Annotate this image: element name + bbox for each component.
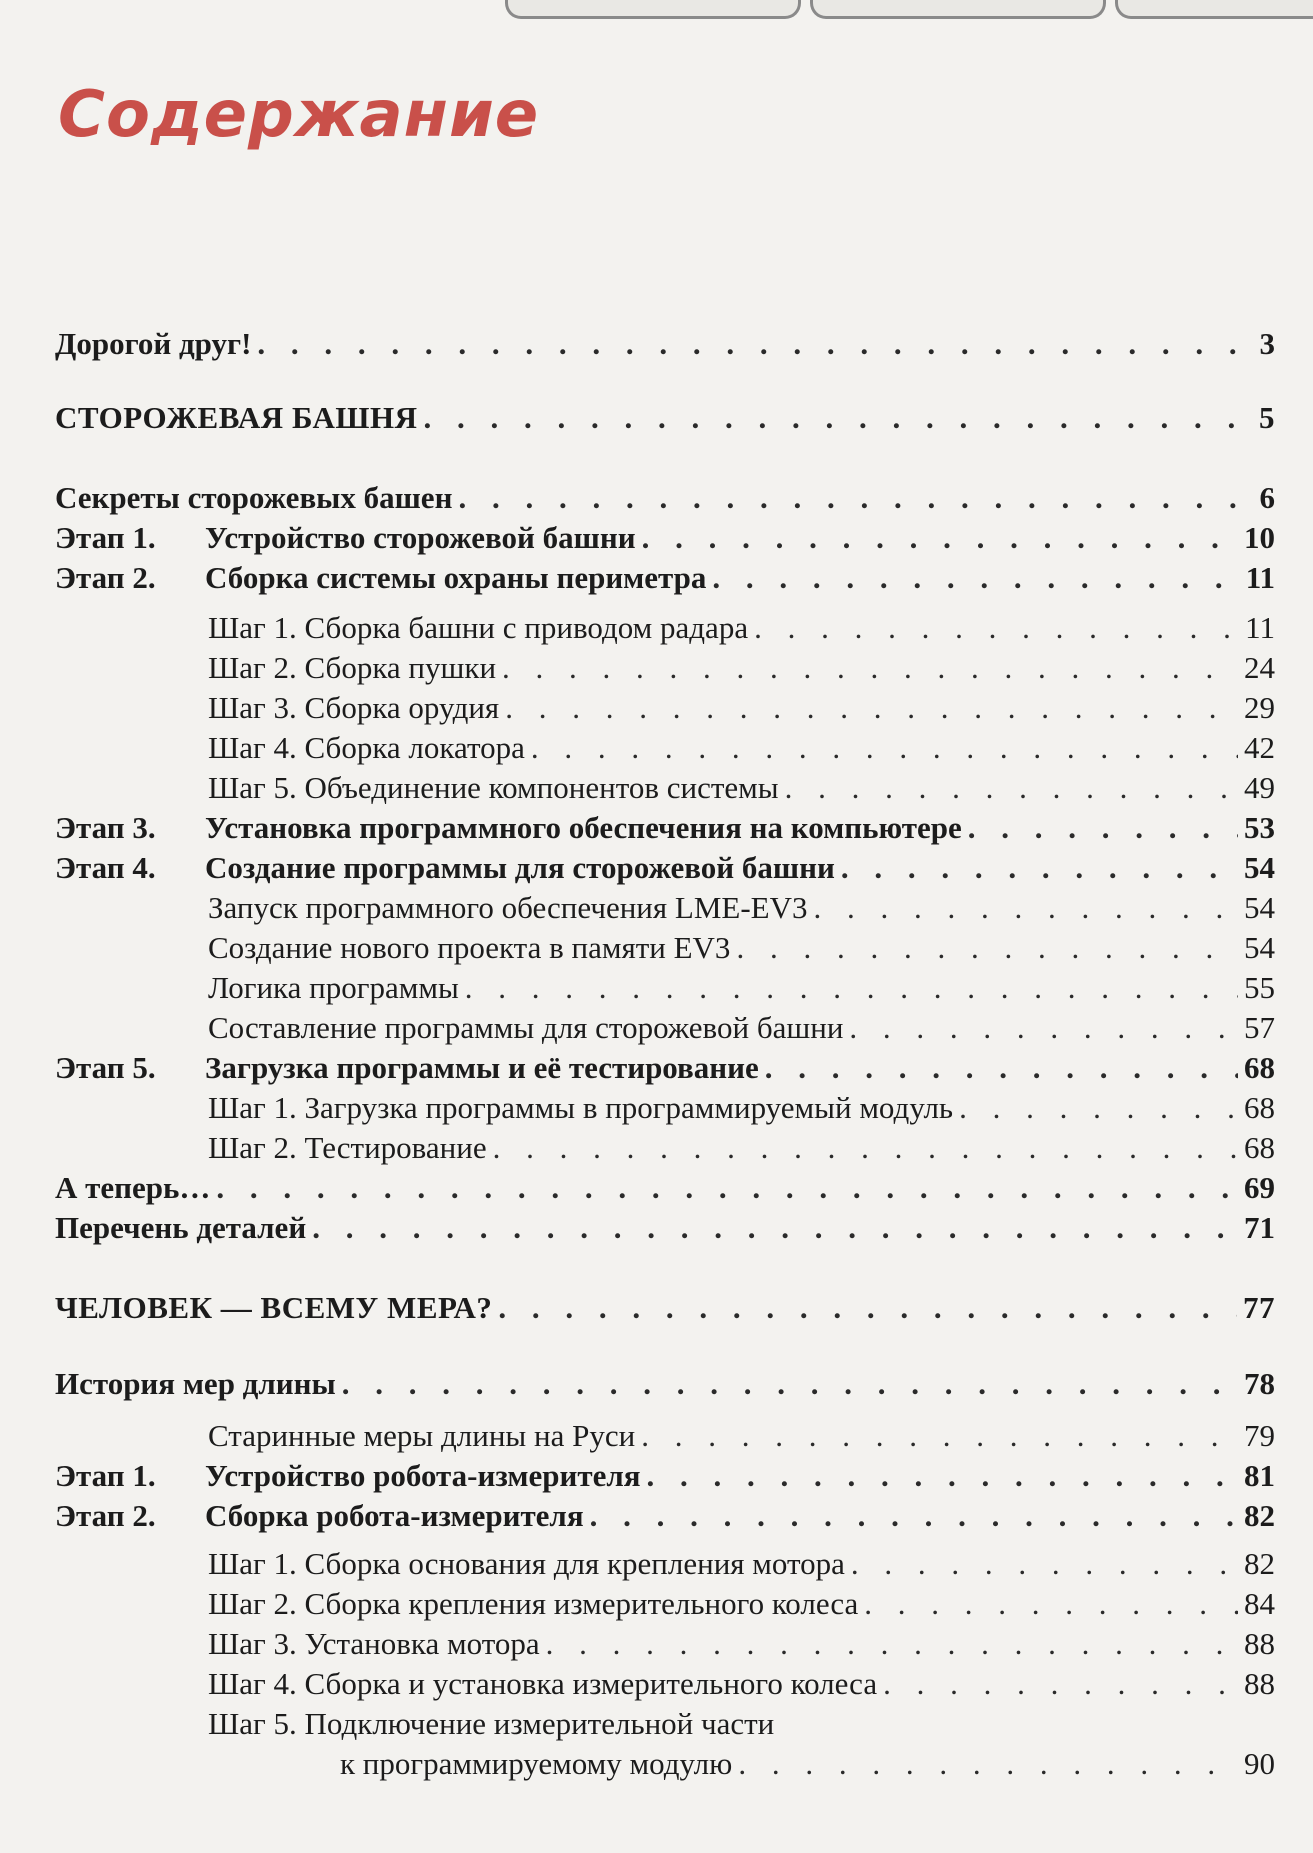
dot-leader xyxy=(216,1168,1238,1208)
toc-entry xyxy=(55,1288,1275,1328)
toc-page-number: 6 xyxy=(1259,480,1275,515)
toc-page-number: 10 xyxy=(1244,520,1275,555)
toc-page-number: 49 xyxy=(1244,770,1275,805)
toc-entry-label: Шаг 1. Загрузка программы в программируемый модуль xyxy=(208,1090,954,1125)
toc-page-number: 11 xyxy=(1245,560,1275,595)
dot-leader xyxy=(841,848,1238,888)
toc-stage-label: Этап 3. xyxy=(55,810,156,845)
toc-entry xyxy=(55,1364,1275,1404)
dot-leader xyxy=(502,648,1238,688)
toc-page-number: 57 xyxy=(1244,1010,1275,1045)
toc-entry-label: Шаг 1. Сборка башни с приводом радара xyxy=(208,610,749,645)
dot-leader xyxy=(647,1456,1239,1496)
toc-entry-label: А теперь… xyxy=(55,1170,211,1205)
toc-page-number: 88 xyxy=(1244,1666,1275,1701)
toc-entry xyxy=(55,808,1275,848)
toc-entry xyxy=(55,478,1275,518)
toc-page-number: 55 xyxy=(1244,970,1275,1005)
toc-entry xyxy=(55,1496,1275,1536)
toc-stage-label: Этап 5. xyxy=(55,1050,156,1085)
tab-decoration xyxy=(505,0,801,19)
toc-entry-label: Сборка робота-измерителя xyxy=(205,1498,584,1533)
toc-entry xyxy=(208,1416,1275,1456)
toc-entry-label: Шаг 4. Сборка локатора xyxy=(208,730,525,765)
toc-page-number: 5 xyxy=(1259,400,1275,435)
toc-entry xyxy=(340,1744,1275,1784)
toc-entry xyxy=(55,518,1275,558)
toc-entry xyxy=(55,1168,1275,1208)
toc-entry xyxy=(208,688,1275,728)
toc-entry-label: Загрузка программы и её тестирование xyxy=(205,1050,759,1085)
toc-entry-label: Дорогой друг! xyxy=(55,326,252,361)
toc-entry-label: Запуск программного обеспечения LME-EV3 xyxy=(208,890,808,925)
toc-entry xyxy=(208,608,1275,648)
toc-stage-label: Этап 2. xyxy=(55,560,156,595)
toc-entry-label: Устройство робота-измерителя xyxy=(205,1458,641,1493)
dot-leader xyxy=(968,808,1238,848)
dot-leader xyxy=(851,1544,1238,1584)
dot-leader xyxy=(493,1128,1238,1168)
dot-leader xyxy=(257,324,1239,364)
toc-page-number: 69 xyxy=(1244,1170,1275,1205)
toc-stage-label: Этап 1. xyxy=(55,1458,156,1493)
toc-page-number: 68 xyxy=(1244,1130,1275,1165)
toc-page-number: 82 xyxy=(1244,1546,1275,1581)
toc-page-number: 68 xyxy=(1244,1050,1275,1085)
dot-leader xyxy=(712,558,1239,598)
toc-stage-label: Этап 1. xyxy=(55,520,156,555)
toc-stage-label: Этап 4. xyxy=(55,850,156,885)
toc-entry-label: Старинные меры длины на Руси xyxy=(208,1418,636,1453)
dot-leader xyxy=(641,1416,1238,1456)
dot-leader xyxy=(754,608,1239,648)
toc-entry xyxy=(55,558,1275,598)
toc-entry xyxy=(55,848,1275,888)
toc-entry xyxy=(208,928,1275,968)
toc-page-number: 68 xyxy=(1244,1090,1275,1125)
toc-page-number: 54 xyxy=(1244,850,1275,885)
toc-entry-label: Логика программы xyxy=(208,970,459,1005)
page-title: Содержание xyxy=(58,78,540,152)
toc-entry-label: Шаг 3. Сборка орудия xyxy=(208,690,500,725)
dot-leader xyxy=(590,1496,1238,1536)
toc-entry xyxy=(208,1008,1275,1048)
toc-entry xyxy=(208,1664,1275,1704)
toc-page-number: 24 xyxy=(1244,650,1275,685)
toc-entry-label: Сборка системы охраны периметра xyxy=(205,560,707,595)
toc-entry-label: СТОРОЖЕВАЯ БАШНЯ xyxy=(55,400,418,435)
toc-page-number: 78 xyxy=(1244,1366,1275,1401)
toc-page-number: 77 xyxy=(1243,1290,1275,1325)
toc-entry xyxy=(208,1704,1275,1744)
toc-entry-label: Перечень деталей xyxy=(55,1210,307,1245)
toc-entry xyxy=(208,648,1275,688)
dot-leader xyxy=(785,768,1238,808)
toc-entry-label: Шаг 5. Объединение компонентов системы xyxy=(208,770,779,805)
toc-page-number: 53 xyxy=(1244,810,1275,845)
toc-entry xyxy=(208,728,1275,768)
toc-page-number: 88 xyxy=(1244,1626,1275,1661)
toc-entry xyxy=(208,1584,1275,1624)
toc-entry-label: Секреты сторожевых башен xyxy=(55,480,453,515)
toc-entry xyxy=(208,1088,1275,1128)
toc-stage-label: Этап 2. xyxy=(55,1498,156,1533)
toc-entry xyxy=(208,1544,1275,1584)
dot-leader xyxy=(736,928,1238,968)
toc-entry xyxy=(208,968,1275,1008)
dot-leader xyxy=(531,728,1238,768)
toc-entry xyxy=(55,1456,1275,1496)
toc-entry-label: к программируемому модулю xyxy=(340,1746,733,1781)
toc-page-number: 82 xyxy=(1244,1498,1275,1533)
toc-entry-label: Установка программного обеспечения на компьютере xyxy=(205,810,962,845)
toc-page-number: 3 xyxy=(1259,326,1275,361)
toc-entry xyxy=(208,1128,1275,1168)
toc-entry-label: Создание нового проекта в памяти EV3 xyxy=(208,930,731,965)
toc-entry xyxy=(55,398,1275,438)
dot-leader xyxy=(465,968,1238,1008)
dot-leader xyxy=(849,1008,1238,1048)
toc-page-number: 29 xyxy=(1244,690,1275,725)
toc-page-number: 42 xyxy=(1244,730,1275,765)
dot-leader xyxy=(505,688,1238,728)
toc-entry xyxy=(208,1624,1275,1664)
toc-entry-label: ЧЕЛОВЕК — ВСЕМУ МЕРА? xyxy=(55,1290,493,1325)
top-tabs xyxy=(0,0,1313,22)
toc-entry xyxy=(55,1048,1275,1088)
toc-entry-label: История мер длины xyxy=(55,1366,336,1401)
dot-leader xyxy=(498,1288,1237,1328)
dot-leader xyxy=(458,478,1239,518)
toc-entry xyxy=(208,768,1275,808)
toc-page-number: 79 xyxy=(1244,1418,1275,1453)
toc-page-number: 90 xyxy=(1244,1746,1275,1781)
toc-page-number: 84 xyxy=(1244,1586,1275,1621)
toc-entry-label: Шаг 2. Тестирование xyxy=(208,1130,487,1165)
toc-entry-label: Шаг 2. Сборка крепления измерительного колеса xyxy=(208,1586,859,1621)
tab-decoration xyxy=(810,0,1106,19)
toc-entry-label: Устройство сторожевой башни xyxy=(205,520,636,555)
toc-entry-label: Шаг 5. Подключение измерительной части xyxy=(208,1706,775,1741)
toc-entry xyxy=(208,888,1275,928)
toc-page-number: 11 xyxy=(1245,610,1275,645)
toc-page-number: 54 xyxy=(1244,890,1275,925)
toc-entry-label: Шаг 1. Сборка основания для крепления мотора xyxy=(208,1546,845,1581)
toc-entry-label: Шаг 2. Сборка пушки xyxy=(208,650,497,685)
dot-leader xyxy=(642,518,1238,558)
toc-entry-label: Составление программы для сторожевой башни xyxy=(208,1010,844,1045)
toc-entry xyxy=(55,1208,1275,1248)
dot-leader xyxy=(423,398,1239,438)
toc-entry-label: Шаг 3. Установка мотора xyxy=(208,1626,540,1661)
toc-page-number: 71 xyxy=(1244,1210,1275,1245)
dot-leader xyxy=(813,888,1238,928)
dot-leader xyxy=(738,1744,1238,1784)
dot-leader xyxy=(765,1048,1238,1088)
toc-entry-label: Создание программы для сторожевой башни xyxy=(205,850,835,885)
toc-entry xyxy=(55,324,1275,364)
dot-leader xyxy=(959,1088,1238,1128)
toc-page-number: 54 xyxy=(1244,930,1275,965)
tab-decoration xyxy=(1115,0,1313,19)
dot-leader xyxy=(883,1664,1238,1704)
toc-entry-label: Шаг 4. Сборка и установка измерительного колеса xyxy=(208,1666,878,1701)
dot-leader xyxy=(312,1208,1238,1248)
dot-leader xyxy=(864,1584,1238,1624)
dot-leader xyxy=(546,1624,1238,1664)
dot-leader xyxy=(342,1364,1238,1404)
toc-page-number: 81 xyxy=(1244,1458,1275,1493)
